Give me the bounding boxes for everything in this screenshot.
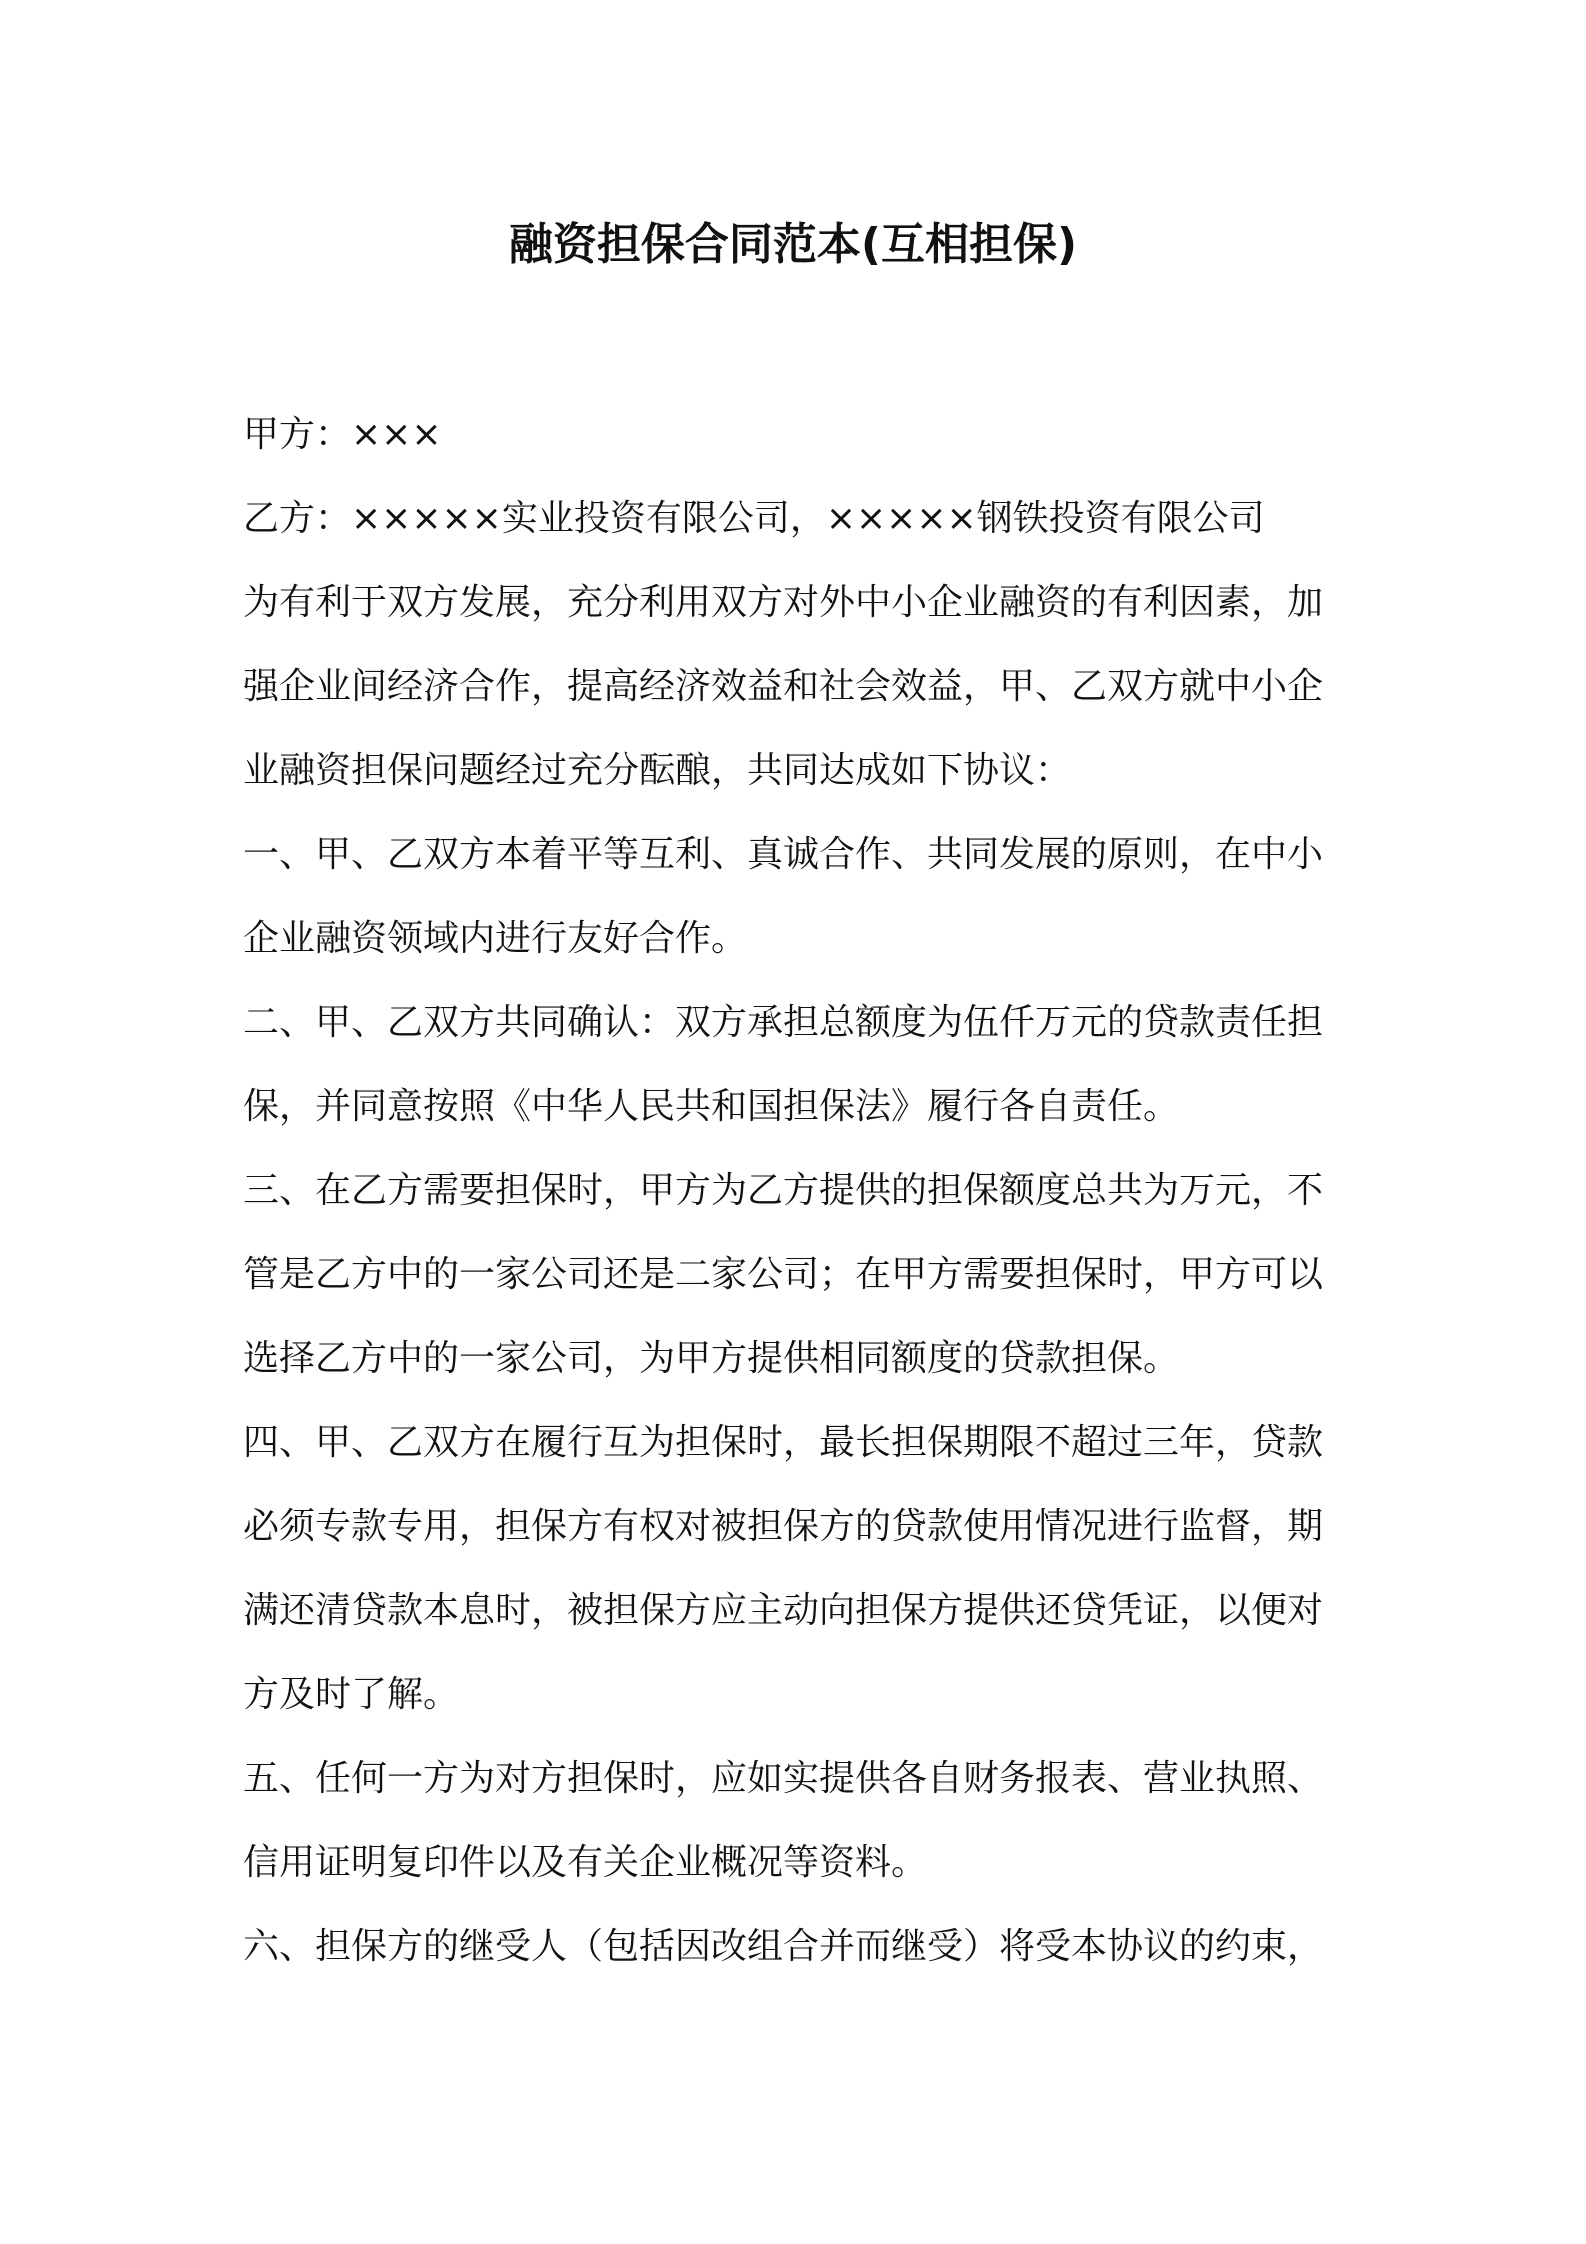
clause-2-line: 二、甲、乙双方共同确认：双方承担总额度为伍仟万元的贷款责任担 xyxy=(243,1002,1324,1043)
clause-2-line: 保，并同意按照《中华人民共和国担保法》履行各自责任。 xyxy=(243,1086,1180,1127)
preamble-line: 为有利于双方发展，充分利用双方对外中小企业融资的有利因素，加 xyxy=(243,582,1324,623)
clause-4-line: 方及时了解。 xyxy=(243,1674,460,1715)
document-body xyxy=(243,405,1363,2001)
preamble-line: 强企业间经济合作，提高经济效益和社会效益，甲、乙双方就中小企 xyxy=(243,666,1324,707)
party-b-line: 乙方：×××××实业投资有限公司，×××××钢铁投资有限公司 xyxy=(243,498,1265,539)
clause-1-line: 企业融资领域内进行友好合作。 xyxy=(243,918,748,959)
clause-6-line: 六、担保方的继受人（包括因改组合并而继受）将受本协议的约束， xyxy=(243,1926,1324,1967)
clause-4-line: 四、甲、乙双方在履行互为担保时，最长担保期限不超过三年，贷款 xyxy=(243,1422,1324,1463)
party-a-line: 甲方：××× xyxy=(243,414,442,455)
document-title: 融资担保合同范本(互相担保) xyxy=(508,219,1078,270)
clause-5-line: 五、任何一方为对方担保时，应如实提供各自财务报表、营业执照、 xyxy=(243,1758,1324,1799)
clause-4-line: 必须专款专用，担保方有权对被担保方的贷款使用情况进行监督，期 xyxy=(243,1506,1324,1547)
preamble-line: 业融资担保问题经过充分酝酿，共同达成如下协议： xyxy=(243,750,1072,791)
clause-3-line: 选择乙方中的一家公司，为甲方提供相同额度的贷款担保。 xyxy=(243,1338,1180,1379)
clause-5-line: 信用证明复印件以及有关企业概况等资料。 xyxy=(243,1842,928,1883)
clause-3-line: 三、在乙方需要担保时，甲方为乙方提供的担保额度总共为万元，不 xyxy=(243,1170,1324,1211)
clause-4-line: 满还清贷款本息时，被担保方应主动向担保方提供还贷凭证，以便对 xyxy=(243,1590,1324,1631)
clause-3-line: 管是乙方中的一家公司还是二家公司；在甲方需要担保时，甲方可以 xyxy=(243,1254,1324,1295)
clause-1-line: 一、甲、乙双方本着平等互利、真诚合作、共同发展的原则，在中小 xyxy=(243,834,1324,875)
